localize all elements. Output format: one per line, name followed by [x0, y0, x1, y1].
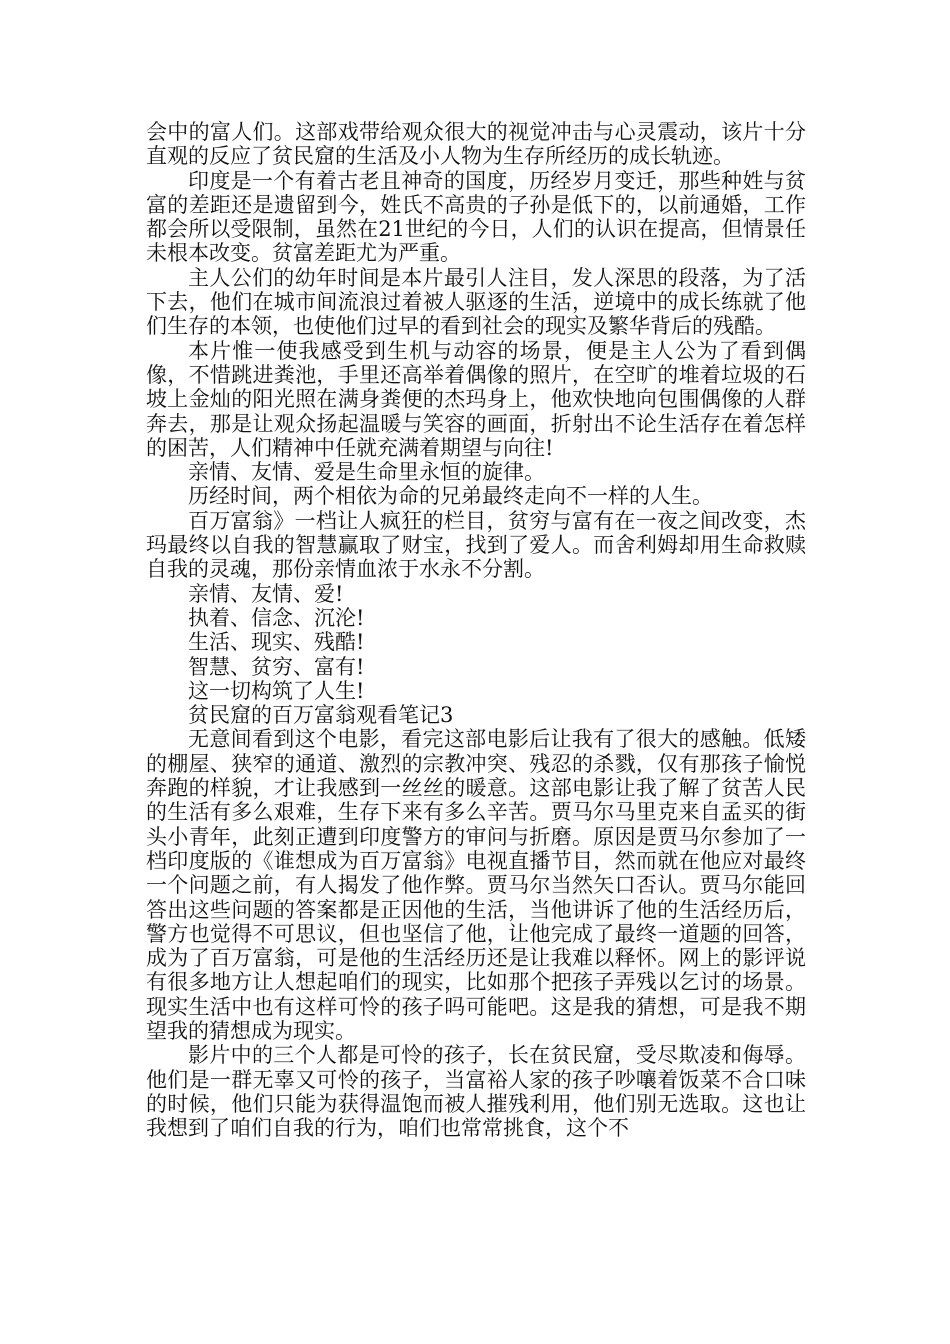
paragraph: 生活、现实、残酷! [188, 630, 365, 655]
paragraph: 执着、信念、沉沦! [188, 605, 365, 630]
paragraph: 智慧、贫穷、富有! [188, 654, 365, 679]
paragraph: 百万富翁》一档让人疯狂的栏目，贫穷与富有在一夜之间改变，杰玛最终以自我的智慧赢取了财宝，找到了爱人。而舍利姆却用生命救赎自我的灵魂，那份亲情血浓于水永不分割。 [146, 508, 806, 582]
paragraph: 历经时间，两个相依为命的兄弟最终走向不一样的人生。 [188, 484, 713, 509]
paragraph: 亲情、友情、爱是生命里永恒的旋律。 [188, 460, 545, 485]
paragraph: 主人公们的幼年时间是本片最引人注目，发人深思的段落，为了活下去，他们在城市间流浪过着被人驱逐的生活，逆境中的成长练就了他们生存的本领，也使他们过早的看到社会的现实及繁华背后的残酷。 [146, 265, 806, 339]
paragraph: 本片惟一使我感受到生机与动容的场景，便是主人公为了看到偶像，不惜跳进粪池，手里还高举着偶像的照片，在空旷的堆着垃圾的石坡上金灿的阳光照在满身粪便的杰玛身上，他欢快地向包围偶像的人群奔去，那是让观众扬起温暖与笑容的画面，折射出不论生活存在着怎样的困苦，人们精神中任就充满着期望与向往! [146, 338, 806, 460]
paragraph: 这一切构筑了人生! [188, 678, 365, 703]
section-heading: 贫民窟的百万富翁观看笔记3 [188, 703, 454, 728]
paragraph: 影片中的三个人都是可怜的孩子，长在贫民窟，受尽欺凌和侮辱。他们是一群无辜又可怜的孩子，当富裕人家的孩子吵嚷着饭菜不合口味的时候，他们只能为获得温饱而被人摧残利用，他们别无选取。这也让我想到了咱们自我的行为，咱们也常常挑食，这个不 [146, 1043, 806, 1141]
paragraph: 无意间看到这个电影，看完这部电影后让我有了很大的感触。低矮的棚屋、狭窄的通道、激烈的宗教冲突、残忍的杀戮，仅有那孩子愉悦奔跑的样貌，才让我感到一丝丝的暖意。这部电影让我了解了贫苦人民的生活有多么艰难，生存下来有多么辛苦。贾马尔马里克来自孟买的街头小青年，此刻正遭到印度警方的审问与折磨。原因是贾马尔参加了一档印度版的《谁想成为百万富翁》电视直播节目，然而就在他应对最终一个问题之前，有人揭发了他作弊。贾马尔当然矢口否认。贾马尔能回答出这些问题的答案都是正因他的生活，当他讲诉了他的生活经历后，警方也觉得不可思议，但也坚信了他，让他完成了最终一道题的回答，成为了百万富翁，可是他的生活经历还是让我难以释怀。网上的影评说有很多地方让人想起咱们的现实，比如那个把孩子弄残以乞讨的场景。现实生活中也有这样可怜的孩子吗可能吧。这是我的猜想，可是我不期望我的猜想成为现实。 [146, 727, 806, 1043]
paragraph: 会中的富人们。这部戏带给观众很大的视觉冲击与心灵震动，该片十分直观的反应了贫民窟的生活及小人物为生存所经历的成长轨迹。 [146, 120, 806, 169]
paragraph: 印度是一个有着古老且神奇的国度，历经岁月变迁，那些种姓与贫富的差距还是遗留到今，姓氏不高贵的子孙是低下的，以前通婚，工作都会所以受限制，虽然在21世纪的今日，人们的认识在提高，但情景任未根本改变。贫富差距尤为严重。 [146, 168, 806, 266]
paragraph: 亲情、友情、爱! [188, 581, 344, 606]
document-body [146, 120, 806, 1140]
